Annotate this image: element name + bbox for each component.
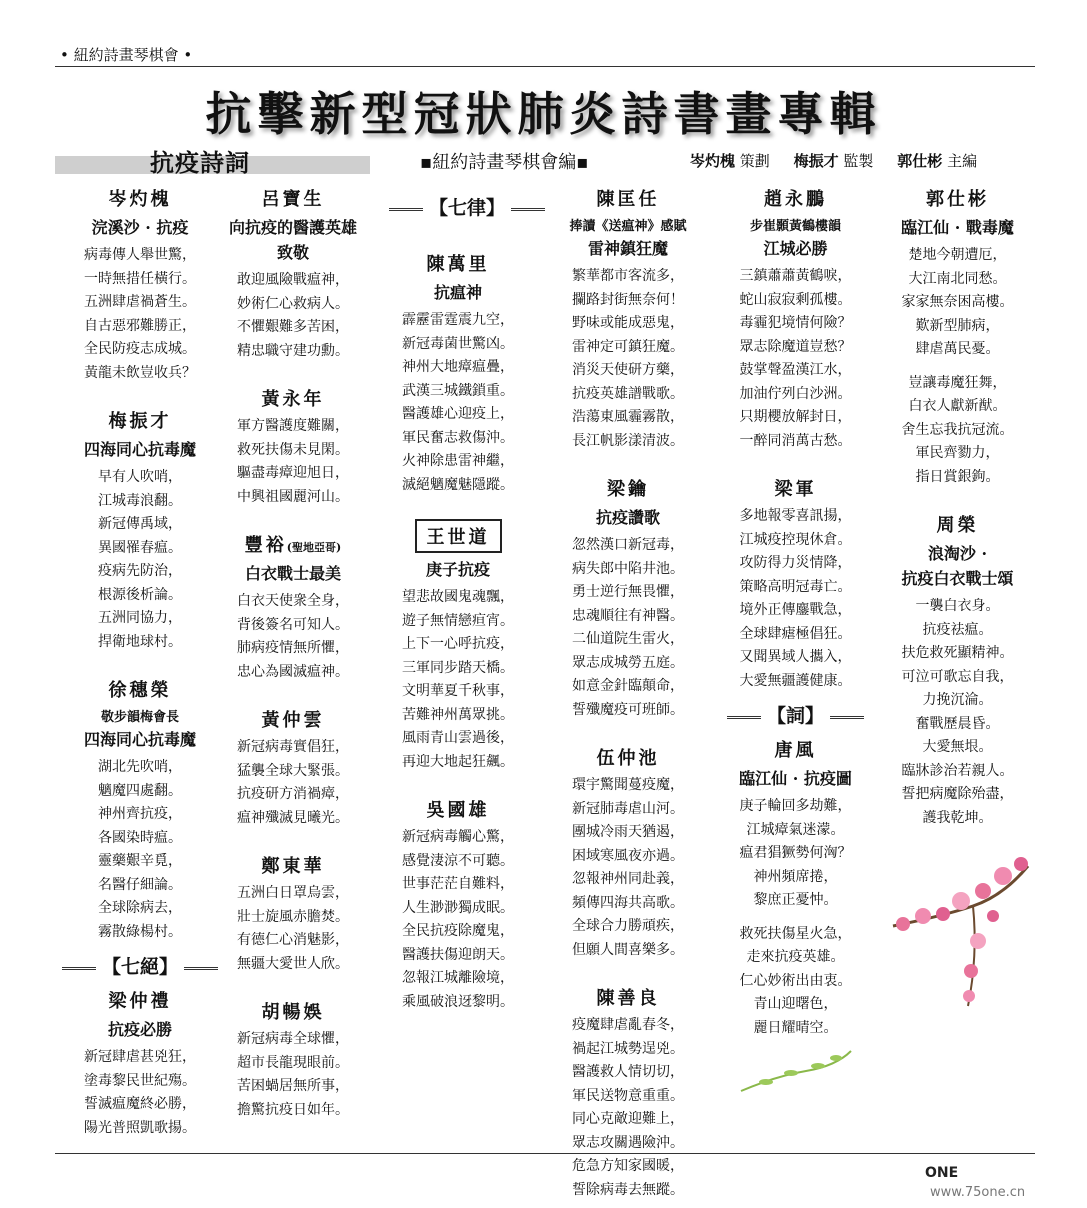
poem-line: 新冠病毒實倡狂，: [237, 739, 349, 755]
blossom-decoration: [883, 846, 1033, 1016]
footer-rule: [55, 1153, 1035, 1154]
poem-line: 歎新型肺病，: [915, 317, 1000, 334]
poem-line: 奮戰歷晨昏。: [915, 715, 1000, 732]
poem-line: 三鎮蕭蕭黃鶴唳，: [739, 268, 852, 284]
poem-line: 鼓掌聲盈漢江水，: [739, 362, 852, 378]
poem-line: 壯士旋風赤膽焚。: [237, 908, 349, 925]
poem-author: 胡暢娛: [261, 1002, 325, 1023]
poem-line: 眾志成城勞五庭。: [572, 654, 684, 671]
poem-line: 忽報江城離險境，: [402, 970, 514, 986]
poem-line: 神州大地瘴瘟疊，: [402, 359, 514, 375]
poem-line: 團城冷雨天猶遏，: [572, 824, 684, 840]
poem-line: 遊子無情戀疸宵。: [402, 612, 514, 629]
poem-author: 徐穗榮: [108, 680, 172, 701]
poem-title: 致敬: [276, 243, 309, 262]
poem-body: [218, 415, 368, 509]
poem-line: 風雨青山雲過後，: [402, 730, 514, 746]
poem-author: 伍仲池: [596, 748, 660, 769]
poem-line: 頻傳四海共高歌。: [572, 894, 684, 911]
poem-line: 抗疫研方消禍瘴，: [237, 786, 349, 802]
poem-note: 捧讀《送瘟神》感賦: [569, 219, 687, 234]
poem-line: 楚地今朝遭厄，: [908, 247, 1007, 263]
poem-line: 加油佇列白沙洲。: [739, 385, 852, 402]
poem-line: 捍衛地球村。: [98, 633, 182, 650]
poem-body: [383, 586, 533, 774]
poem-body: [880, 244, 1035, 362]
poem-title: 四海同心抗毒魔: [83, 440, 196, 459]
poem-line: 上下一心呼抗疫，: [402, 636, 514, 652]
poem-line: 忠心為國滅瘟神。: [237, 663, 349, 680]
poem-line: 疫魔肆虐亂春冬，: [572, 1017, 684, 1033]
poem-body: [55, 466, 225, 654]
poem-author: 梅振才: [108, 411, 172, 432]
section-heading: 【詞】: [718, 701, 873, 728]
poem-line: 異國罹春瘟。: [98, 539, 182, 556]
poem-line: 舍生忘我抗冠流。: [901, 421, 1014, 438]
poem-line: 疫病先防治，: [98, 563, 182, 579]
poem-line: 勇士逆行無畏懼，: [572, 584, 684, 600]
poem-author: 梁仲禮: [108, 991, 172, 1012]
poem-body: [880, 372, 1035, 490]
poem-line: 誓除病毒去無蹤。: [572, 1181, 684, 1198]
poem-title: 四海同心抗毒魔: [83, 730, 196, 749]
credit-name: 郭仕彬: [897, 152, 943, 170]
poem-line: 神州頻席捲，: [753, 868, 838, 885]
poem-title: 江城必勝: [763, 239, 828, 258]
poem-line: 同心克敵迎難上，: [572, 1111, 684, 1127]
poem-line: 新冠病毒全球懼，: [237, 1031, 349, 1047]
poem-line: 多地報零喜訊揚，: [739, 508, 852, 524]
poem-line: 背後簽名可知人。: [237, 616, 349, 633]
poem-line: 消災天使研方藥，: [572, 362, 684, 378]
poem-line: 妙術仁心救病人。: [237, 295, 349, 312]
poem-author: 梁軍: [774, 479, 817, 500]
poem-line: 白衣天使衆全身，: [237, 593, 349, 609]
poem-line: 病失郎中陷井池。: [572, 560, 684, 577]
poem-line: 庚子輪回多劫難，: [739, 798, 852, 814]
poem-author: 鄭東華: [261, 856, 325, 877]
poem-line: 誓殲魔疫可班師。: [572, 701, 684, 718]
poem-line: 新冠病毒觸心驚，: [402, 829, 514, 845]
poem-body: [718, 505, 873, 693]
poem-line: 陽光普照凱歌揚。: [84, 1119, 196, 1136]
poem-author: 唐風: [774, 740, 817, 761]
poem-line: 軍民奮志救傷沖。: [402, 429, 514, 446]
poem-line: 境外正傳鏖戰急，: [739, 602, 852, 618]
poem-line: 走來抗疫英雄。: [746, 949, 845, 965]
poem-line: 力挽沉淪。: [922, 692, 993, 708]
poem-line: 全球肆瘧極倡狂。: [739, 625, 852, 642]
poem-line: 新冠肺毒虐山河。: [572, 800, 684, 817]
poem-body: [55, 756, 225, 944]
poem-body: [880, 595, 1035, 830]
poem-line: 眾志除魔道豈愁？: [739, 338, 852, 355]
poem-author: 梁鑰: [607, 479, 649, 500]
poem-author: 豐裕(聖地亞哥): [244, 535, 342, 556]
watermark-url: www.75one.cn: [930, 1185, 1026, 1200]
poem-line: 望悲故國鬼魂飄，: [402, 589, 514, 605]
poem-line: 忽報神州同赴義，: [572, 871, 684, 887]
poem-line: 自古惡邪難勝正，: [84, 317, 196, 334]
poem-line: 江城瘴氣迷濛。: [746, 821, 845, 838]
poem-line: 精忠職守建功勳。: [237, 342, 349, 359]
poem-line: 救死扶傷未見閑。: [237, 441, 349, 458]
poem-line: 五洲同協力，: [98, 610, 182, 626]
poem-line: 野味或能成惡鬼，: [572, 315, 684, 331]
section-heading: 【七絕】: [55, 952, 225, 979]
poem-title: 白衣戰士最美: [244, 564, 341, 583]
poem-line: 魑魔四處翻。: [98, 782, 182, 799]
poem-line: 禍起江城勢逞兇。: [572, 1040, 684, 1057]
poem-line: 危急方知家國暖，: [572, 1158, 684, 1174]
poem-line: 全民防疫志成城。: [84, 341, 196, 357]
poem-line: 苦困蝸居無所事，: [237, 1078, 349, 1094]
credit-role: 策劃: [735, 152, 770, 170]
poem-author: 王世道: [383, 519, 533, 553]
poem-line: 但願人間喜樂多。: [572, 941, 684, 958]
poem-author: 陳匡任: [596, 189, 660, 210]
poem-line: 醫護救人情切切，: [572, 1064, 684, 1080]
poem-body: [55, 244, 225, 385]
poem-body: [383, 309, 533, 497]
poem-line: 五洲肆虐禍蒼生。: [84, 294, 196, 310]
poem-line: 如意金針臨顛命，: [572, 678, 684, 694]
poem-line: 攔路封街無奈何！: [572, 291, 684, 308]
poem-line: 雷神定可鎮狂魔。: [572, 338, 684, 355]
poem-line: 眾志攻關遇險沖。: [572, 1134, 684, 1151]
poem-title: 庚子抗疫: [425, 560, 490, 579]
poem-line: 猛襲全球大緊張。: [237, 762, 349, 779]
poem-line: 青山迎曙色，: [753, 996, 838, 1012]
poem-author: 周榮: [936, 515, 979, 536]
poem-body: [548, 774, 708, 962]
poem-line: 抗疫英雄譜戰歌。: [572, 385, 684, 402]
section-heading: 【七律】: [383, 193, 533, 220]
credit-name: 梅振才: [793, 152, 839, 170]
poem-line: 各國染時瘟。: [98, 829, 182, 846]
poem-author: 陳萬里: [426, 254, 490, 275]
poem-line: 臨牀診治若親人。: [901, 762, 1014, 779]
poem-line: 病毒傳人舉世驚，: [84, 247, 196, 263]
poem-line: 全球合力勝頑疾，: [572, 918, 684, 934]
column-3: [383, 185, 533, 1014]
column-4: [548, 185, 708, 1202]
poem-line: 扶危救死顯精神。: [901, 645, 1014, 661]
poem-line: 霧散綠楊村。: [98, 923, 182, 940]
poem-line: 根源後析論。: [98, 586, 182, 603]
poem-author: 黃永年: [261, 389, 325, 410]
poem-line: 醫護雄心迎疫上，: [402, 406, 514, 422]
poem-line: 環宇驚聞蔓疫魔，: [572, 777, 684, 793]
poem-body: [718, 265, 873, 453]
poem-line: 一襲白衣身。: [915, 598, 1000, 614]
poem-body: [548, 534, 708, 722]
poem-line: 繁華都市客流多，: [572, 268, 684, 284]
poem-author: 吳國雄: [426, 800, 490, 821]
poem-line: 乘風破浪迓黎明。: [402, 993, 514, 1010]
poem-line: 豈讓毒魔狂舞，: [908, 374, 1007, 391]
credit-role: 監製: [838, 152, 874, 170]
section-subtitle: 抗疫詩詞: [150, 148, 250, 177]
poem-line: 誓把病魔除殆盡，: [901, 786, 1014, 802]
poem-line: 感覺淒涼不可聽。: [402, 852, 514, 869]
poem-line: 武漢三城鐵鎖重。: [402, 382, 514, 399]
poem-line: 忽然漢口新冠毒，: [572, 537, 684, 553]
poem-body: [718, 795, 873, 913]
poem-author: 陳善良: [596, 988, 660, 1009]
poem-line: 火神除患雷神繼，: [402, 453, 514, 469]
poem-line: 軍民送物意重重。: [572, 1087, 684, 1104]
column-1: [55, 185, 225, 1140]
vine-decoration: [736, 1046, 856, 1096]
page-title: 抗擊新型冠狀肺炎詩書畫專輯: [205, 87, 882, 141]
poem-line: 可泣可歌忘自我，: [901, 668, 1014, 685]
poem-line: 不懼艱難多苦困，: [237, 319, 349, 335]
poem-line: 早有人吹哨，: [98, 469, 182, 485]
poem-title: 向抗疫的醫護英雄: [228, 218, 357, 237]
editor-line: ▪紐約詩畫琴棋會編▪: [420, 152, 589, 173]
poem-line: 誓滅瘟魔終必勝，: [84, 1096, 196, 1112]
poem-line: 江城毒浪翻。: [98, 492, 182, 509]
poem-line: 黃龍未飲豈收兵？: [84, 364, 196, 381]
poem-line: 一醉同消萬古愁。: [739, 432, 852, 449]
poem-line: 又聞異域人攜入，: [739, 649, 852, 665]
poem-line: 苦難神州萬眾挑。: [402, 706, 514, 723]
poem-note: 敬步韻梅會長: [100, 710, 179, 725]
poem-line: 瘟神殲滅見曦光。: [237, 809, 349, 826]
poem-line: 霹靂雷霆震九空，: [402, 312, 514, 328]
poem-author: 呂寶生: [261, 189, 325, 210]
poem-line: 有德仁心消魅影，: [237, 932, 349, 948]
poem-title: 浣溪沙 · 抗疫: [91, 218, 189, 237]
poem-line: 滅絕魑魔魅隱蹤。: [402, 476, 514, 493]
poem-title: 臨江仙 · 抗疫圖: [739, 769, 852, 788]
poem-title: 抗疫必勝: [107, 1020, 172, 1039]
poem-body: [218, 1028, 368, 1122]
poem-line: 家家無奈困高樓。: [901, 294, 1014, 310]
poem-line: 新冠毒菌世驚凶。: [402, 335, 514, 352]
poem-line: 超市長龍現眼前。: [237, 1054, 349, 1071]
poem-line: 敢迎風險戰瘟神，: [237, 272, 349, 288]
poem-line: 瘟君猖獗勢何洶？: [739, 845, 852, 861]
poem-title: 抗疫讚歌: [595, 508, 660, 527]
credit-name: 岑灼槐: [690, 152, 736, 170]
header-rule: [55, 66, 1035, 67]
poem-body: [548, 265, 708, 453]
poem-line: 人生渺渺獨成眠。: [402, 899, 514, 916]
poem-line: 策略高明冠毒亡。: [739, 578, 852, 595]
poem-line: 肆虐萬民憂。: [915, 341, 1000, 357]
poem-author: 郭仕彬: [926, 189, 989, 210]
poem-body: [718, 923, 873, 1041]
poem-line: 神州齊抗疫，: [98, 806, 182, 822]
poem-line: 全球除病去，: [98, 900, 182, 916]
poem-line: 江城疫控現休倉。: [739, 531, 852, 548]
header-brand: • 紐約詩畫琴棋會 •: [60, 46, 193, 64]
poem-line: 文明華夏千秋事，: [402, 683, 514, 699]
poem-line: 毒霾犯境情何險？: [739, 315, 852, 331]
poem-line: 抗疫祛瘟。: [922, 621, 993, 638]
poem-line: 新冠傳禹域，: [98, 516, 182, 532]
poem-note: (聖地亞哥): [286, 541, 342, 554]
poem-line: 名醫仔細論。: [98, 876, 182, 893]
poem-author: 黃仲雲: [261, 710, 325, 731]
poem-body: [218, 736, 368, 830]
poem-body: [548, 1014, 708, 1202]
poem-line: 全民抗疫除魔鬼，: [402, 923, 514, 939]
credits: [690, 150, 977, 171]
credit-role: 主編: [942, 152, 978, 170]
poem-line: 無疆大愛世人欣。: [237, 955, 349, 972]
poem-line: 指日賞銀鉤。: [915, 468, 1000, 485]
poem-line: 護我乾坤。: [922, 809, 993, 826]
poem-line: 再迎大地起狂飆。: [402, 753, 514, 770]
poem-body: [55, 1046, 225, 1140]
poem-body: [218, 590, 368, 684]
column-2: [218, 185, 368, 1122]
poem-line: 救死扶傷星火急，: [739, 925, 852, 942]
poem-line: 世事茫茫自難料，: [402, 876, 514, 892]
poem-author: 岑灼槐: [108, 189, 172, 210]
poem-line: 只期櫻放解封日，: [739, 409, 852, 425]
poem-body: [383, 826, 533, 1014]
poem-line: 仁心妙術出由衷。: [739, 972, 852, 989]
poem-title: 浪淘沙 ·: [927, 544, 988, 563]
poem-line: 黎庶正憂忡。: [753, 892, 838, 908]
poem-line: 軍方醫護度難關，: [237, 418, 349, 434]
poem-line: 大江南北同愁。: [908, 270, 1007, 287]
poem-title: 抗疫白衣戰士頌: [901, 569, 1014, 588]
column-6: [880, 185, 1035, 1020]
poem-line: 攻防得力災情降，: [739, 555, 852, 571]
poem-line: 五洲白日罩烏雲，: [237, 885, 349, 901]
poem-line: 麗日耀晴空。: [753, 1019, 838, 1036]
poem-line: 忠魂順往有神醫。: [572, 607, 684, 624]
poem-line: 長江帆影漾清波。: [572, 432, 684, 449]
poem-line: 驅盡毒瘴迎旭日，: [237, 465, 349, 481]
poem-line: 塗毒黎民世紀殤。: [84, 1072, 196, 1089]
poem-line: 白衣人獻新猷。: [908, 398, 1007, 414]
poem-line: 醫護扶傷迎朗天。: [402, 946, 514, 963]
poem-line: 軍民齊勠力，: [915, 445, 1000, 461]
poem-note: 步崔顥黃鶴樓韻: [749, 219, 841, 234]
poem-line: 困域寒風夜亦過。: [572, 847, 684, 864]
poem-title: 臨江仙 · 戰毒魔: [901, 218, 1014, 237]
poem-line: 大愛無疆護健康。: [739, 672, 852, 689]
poem-line: 一時無措任橫行。: [84, 270, 196, 287]
poem-title: 雷神鎮狂魔: [587, 239, 668, 258]
watermark-logo: ONE: [925, 1165, 959, 1181]
poem-title: 抗瘟神: [433, 283, 482, 302]
poem-line: 三軍同步踏天橋。: [402, 659, 514, 676]
poem-line: 湖北先吹哨，: [98, 759, 182, 775]
column-5: [718, 185, 873, 1100]
poem-line: 肺病疫情無所懼，: [237, 640, 349, 656]
poem-line: 靈藥艱辛覓，: [98, 853, 182, 869]
poem-line: 浩蕩東風霾霧散，: [572, 409, 684, 425]
poem-line: 擔驚抗疫日如年。: [237, 1101, 349, 1118]
poem-body: [218, 269, 368, 363]
poem-line: 二仙道院生雷火，: [572, 631, 684, 647]
poem-line: 中興祖國麗河山。: [237, 488, 349, 505]
poem-author: 趙永鵬: [764, 189, 827, 210]
poem-line: 蛇山寂寂剩孤樓。: [739, 291, 852, 308]
poem-body: [218, 882, 368, 976]
poem-line: 大愛無垠。: [922, 739, 993, 755]
poem-line: 新冠肆虐甚兇狂，: [84, 1049, 196, 1065]
